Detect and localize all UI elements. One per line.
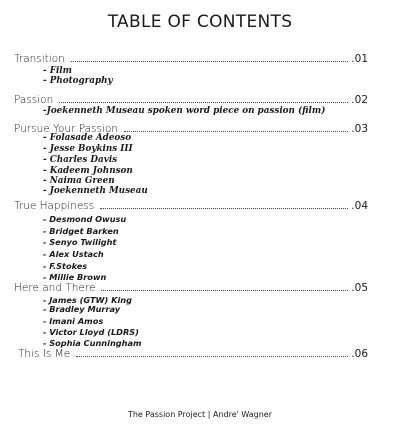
toc-entry-true-happiness — [14, 198, 368, 212]
toc-subitem: - Kadeem Johnson — [43, 166, 133, 176]
toc-subitem: - Desmond Owusu — [43, 214, 127, 224]
toc-page-number: .02 — [351, 94, 368, 106]
toc-page-number: .05 — [351, 282, 368, 294]
toc-subitem: - Imani Amos — [43, 316, 104, 326]
toc-subitem: - Charles Davis — [43, 155, 118, 165]
dot-leader — [71, 60, 349, 62]
toc-title: TABLE OF CONTENTS — [107, 12, 293, 32]
toc-subitem: - Bradley Murray — [43, 304, 121, 314]
dot-leader — [59, 101, 348, 103]
toc-subitem: - Film — [43, 66, 72, 76]
toc-subitem: - Photography — [43, 76, 113, 86]
toc-entry-passion — [14, 92, 368, 106]
toc-subitem: - Bridget Barken — [43, 226, 119, 236]
dot-leader — [100, 207, 348, 209]
toc-subitem: - Sophia Cunningham — [43, 338, 142, 348]
toc-entry-name: Pursue Your Passion — [14, 123, 119, 135]
toc-subitem: - F.Stokes — [43, 261, 88, 271]
footer-credit: The Passion Project | Andre' Wagner — [127, 410, 273, 419]
toc-entry-here-and-there — [14, 280, 368, 294]
toc-subitem: -Joekenneth Museau spoken word piece on passion (film) — [43, 106, 326, 116]
toc-page-number: .01 — [351, 53, 368, 65]
toc-subitem: - James (GTW) King — [43, 295, 132, 305]
toc-entry-name: Passion — [14, 94, 54, 106]
toc-entry-name: Transition — [14, 53, 65, 65]
dot-leader — [76, 355, 348, 357]
toc-subitem: - Jesse Boykins III — [43, 144, 133, 154]
toc-subitem: - Senyo Twilight — [43, 237, 117, 247]
toc-page-number: .06 — [351, 348, 368, 360]
toc-page-number: .03 — [351, 123, 368, 135]
toc-subitem: - Millie Brown — [43, 272, 107, 282]
toc-page-number: .04 — [351, 200, 368, 212]
dot-leader — [101, 289, 348, 291]
toc-subitem: - Joekenneth Museau — [43, 186, 148, 196]
toc-entry-name: This Is Me — [18, 348, 71, 360]
toc-subitem: - Victor Lloyd (LDRS) — [43, 327, 139, 337]
toc-subitem: - Naima Green — [43, 176, 115, 186]
toc-subitem: - Alex Ustach — [43, 249, 104, 259]
toc-entry-transition — [14, 51, 368, 65]
toc-entry-this-is-me — [18, 346, 368, 360]
toc-subitem: - Folasade Adeoso — [43, 133, 132, 143]
toc-entry-name: True Happiness — [14, 200, 95, 212]
toc-entry-name: Here and There — [14, 282, 96, 294]
dot-leader — [124, 130, 348, 132]
